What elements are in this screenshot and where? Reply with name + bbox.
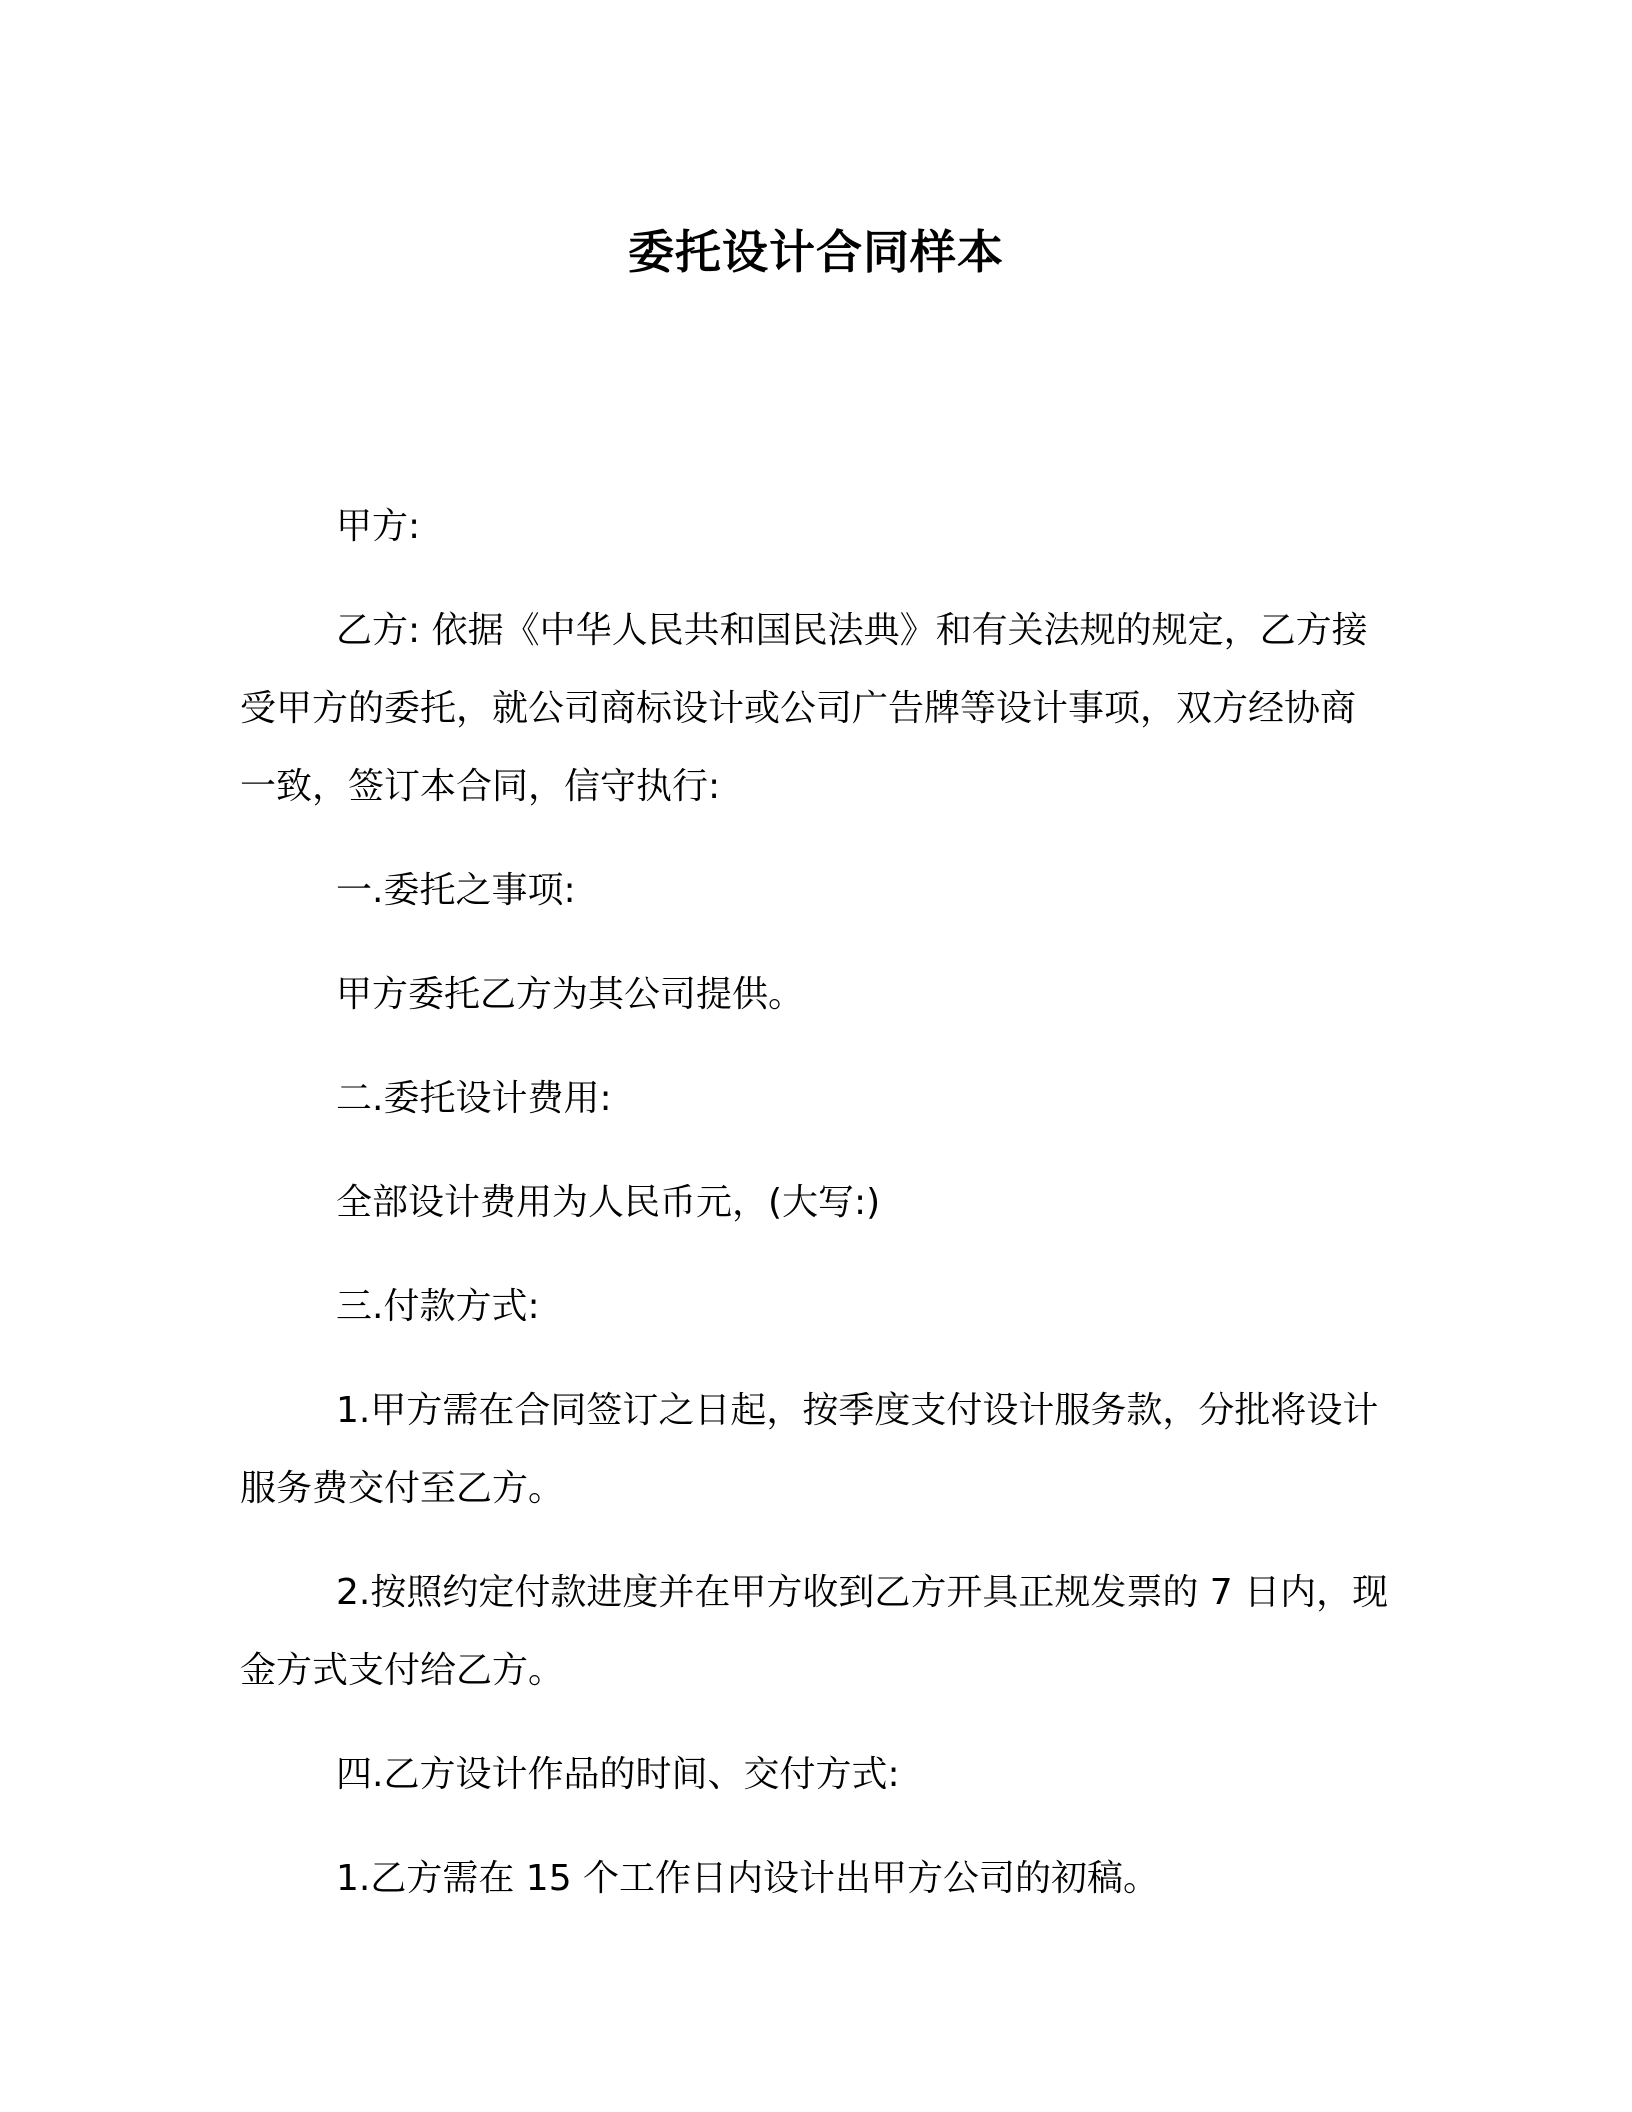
document-body — [240, 488, 1390, 1944]
section-1-text: 甲方委托乙方为其公司提供。 — [336, 974, 805, 1015]
section-3-item-2: 2.按照约定付款进度并在甲方收到乙方开具正规发票的 7 日内，现金方式支付给乙方。 — [240, 1572, 1389, 1691]
section-4-item-1: 1.乙方需在 15 个工作日内设计出甲方公司的初稿。 — [336, 1858, 1160, 1899]
section-2-text: 全部设计费用为人民币元，(大写:) — [336, 1182, 881, 1223]
document-title: 委托设计合同样本 — [628, 225, 1004, 279]
party-b-paragraph: 乙方: 依据《中华人民共和国民法典》和有关法规的规定，乙方接受甲方的委托，就公司商标设计或公司广告牌等设计事项，双方经协商一致，签订本合同，信守执行: — [240, 610, 1368, 807]
section-3-item-1: 1.甲方需在合同签订之日起，按季度支付设计服务款，分批将设计服务费交付至乙方。 — [240, 1390, 1379, 1509]
party-a-line: 甲方: — [336, 506, 421, 547]
section-1-heading: 一.委托之事项: — [336, 870, 576, 911]
section-3-heading: 三.付款方式: — [336, 1286, 540, 1327]
section-4-heading: 四.乙方设计作品的时间、交付方式: — [336, 1754, 900, 1795]
section-2-heading: 二.委托设计费用: — [336, 1078, 612, 1119]
